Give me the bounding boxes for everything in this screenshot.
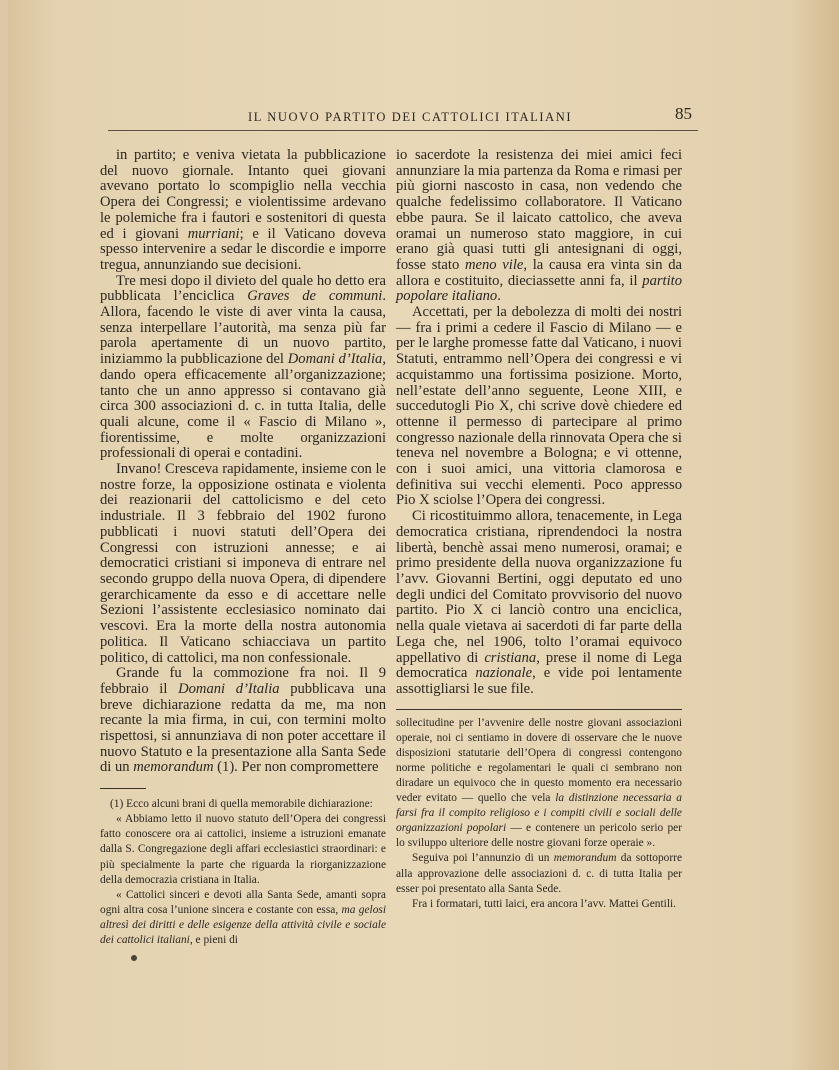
paragraph [100,148,386,274]
text-run: « Cattolici sinceri e devoti alla Santa Sede, amanti sopra ogni altra cosa l’unione sincera e costante con essa, [100,888,386,916]
paragraph [396,851,682,896]
footnote-rule-right [396,709,682,710]
paragraph [396,716,682,852]
paragraph [100,812,386,887]
text-run: (1) Ecco alcuni brani di quella memorabile dichiarazione: [110,798,373,811]
italic-text: cristiana [484,649,537,666]
text-run: , e vide poi lentamente assottigliarsi le sue file. [396,665,683,697]
running-title: IL NUOVO PARTITO DEI CATTOLICI ITALIANI [248,110,573,124]
paragraph [100,462,386,666]
paragraph [100,666,386,776]
text-run: (1). Per non compromettere [213,759,379,776]
page-header [108,104,698,131]
text-run: — e contenere un pericolo serio per lo sviluppo ulteriore delle nostre giovani forze operaie ». [396,822,682,850]
right-footnote [396,716,682,912]
paragraph [396,897,682,912]
text-run: in partito; e veniva vietata la pubblicazione del nuovo giornale. Intanto quei giovani avevano portato lo scompiglio nella vecchia Opera dei Congressi; e violentissime ardevano le polemiche fra i fautori e sostenitori di questa ed i giovani [100,147,386,242]
text-run: . [497,288,501,305]
text-run: . Allora, facendo le viste di aver vinta la causa, senza interpellare l’autorità, ma senza più far parola apertamente di un nuovo partito, iniziammo la pubblicazione del [100,288,386,368]
paragraph [396,509,682,697]
text-run: io sacerdote la resistenza dei miei amici feci annunziare la mia partenza da Roma e rimasi per più giorni nascosto in casa, non vedendo che qualche fedelissimo collaboratore. Il Vaticano ebbe paura. Se il laicato cattolico, che aveva oramai un numeroso stato maggiore, in cui erano già quasi tutti gli antesignani di oggi, fosse stato [396,147,682,273]
text-run: Invano! Cresceva rapidamente, insieme con le nostre forze, la opposizione ostinata e violenta dei reazionarii del cattolicismo e del ceto industriale. Il 3 febbraio del 1902 furono pubblicati i nuovi statuti dell’Opera dei Congressi con istruzioni annesse; e ai democratici cristiani si imponeva di entrare nel secondo gruppo della nuova Opera, di dipendere gerarchicamente da esso e di accettare nelle Sezioni l’assistente ecclesiasico nominato dai vescovi. Era la morte della nostra autonomia politica. Il Vaticano schiacciava un partito politico, di cattolici, ma non confessionale. [100,461,386,666]
italic-text: Graves de communi [247,288,383,305]
footnote-rule [100,788,146,789]
left-column [100,148,386,948]
paragraph [396,148,682,305]
ink-spot [131,955,137,961]
italic-text: nazionale [475,665,533,682]
italic-text: la distinzione necessaria a farsi fra il compito religioso e i compiti civili e sociali delle organizzazioni popolari [396,792,682,835]
text-run: , e pieni di [189,933,238,946]
italic-text: memorandum [133,759,214,776]
text-run: Tre mesi dopo il divieto del quale ho detto era pubblicata l’enciclica [100,272,386,305]
text-run: Ci ricostituimmo allora, tenacemente, in Lega democratica cristiana, riprendendoci la nostra libertà, benchè assai meno numerosi, oramai; e primo presidente della nuova organizzazione fu l’avv. Giovanni Bertini, oggi deputato ed uno degli undici del Comitato provvisorio del nuovo partito. Pio X ci lanciò contro una enciclica, nella quale vietava ai sacerdoti di far parte della Lega che, nel 1906, tolto l’oramai equivoco appellativo di [396,508,682,666]
text-run: Seguiva poi l’annunzio di un [412,852,554,865]
text-run: Grande fu la commozione fra noi. Il 9 febbraio il [100,665,386,697]
text-run: Accettati, per la debolezza di molti dei nostri — fra i primi a cedere il Fascio di Milano — e per le larghe promesse fatte dal Vaticano, i nuovi Statuti, entrammo nell’Opera dei congressi e vi acquistammo una fortissima posizione. Morto, nell’estate dell’anno seguente, Leone XIII, e succedutogli Pio X, chi scrive dovè chiedere ed ottenne il permesso di partecipare al primo congresso nazionale della rinnovata Opera che si teneva nel novembre a Bologna; e vi ottenne, con i suoi amici, una vittoria clamorosa e definitiva sui vecchi elementi. Poco appresso Pio X sciolse l’Opera dei congressi. [396,304,682,509]
paragraph [396,305,682,509]
italic-text: partito popolare italiano [396,272,682,305]
text-run: ; e il Vaticano doveva spesso intervenire a sedar le discordie e imporre tregua, annunziando sue decisioni. [100,225,386,273]
text-run: pubblicava una breve dichiarazione redatta da me, ma non recante la mia firma, in cui, con termini molto rispettosi, si annunziava di non poter accettare il nuovo Statuto e la presentazione alla Santa Sede di un [100,680,386,776]
page-number: 85 [675,104,692,123]
text-run: , dando opera efficacemente all’organizzazione; tanto che un anno appresso si contavano già circa 300 associazioni d. c. in tutta Italia, delle quali alcune, come il « Fascio di Milano », fiorentissime, e molte organizzazioni professionali di operai e contadini. [100,351,386,462]
italic-text: Domani d’Italia [178,680,280,697]
paragraph [100,274,386,462]
text-run: , prese il nome di Lega democratica [396,649,682,682]
paragraph [100,888,386,948]
text-run: Fra i formatari, tutti laici, era ancora l’avv. Mattei Gentili. [412,897,676,910]
italic-text: memorandum [553,852,617,865]
left-footnote [100,797,386,948]
right-body-text [396,148,682,698]
text-run: sollecitudine per l’avvenire delle nostre giovani associazioni operaie, noi ci sentiamo in dovere di osservare che le nuove disposizioni statutarie dell’Opera di congressi contengono norme politiche e regolamentari le quali ci sembrano non diradare un equivoco che in questo momento era necessario veder evitato — quello che vela [396,716,682,805]
paragraph [100,797,386,812]
text-run: da sottoporre alla approvazione delle associazioni d. c. di tutta Italia per esser poi presentato alla Santa Sede. [396,852,682,895]
left-body-text [100,148,386,776]
italic-text: meno vile [464,256,524,273]
italic-text: ma gelosi altresì dei diritti e delle esigenze della attività civile e sociale dei cattolici italiani [100,903,386,946]
italic-text: murriani [187,225,240,242]
italic-text: Domani d’Italia [287,351,383,368]
text-run: , la causa era vinta sin da allora e costituito, dieciassette anni fa, il [396,256,683,289]
text-run: « Abbiamo letto il nuovo statuto dell’Opera dei congressi fatto conoscere ora ai cattolici, insieme a istruzioni emanate dalla S. Congregazione degli affari ecclesiastici straordinari: e più specialmente la parte che riguarda la riorganizzazione della democrazia cristiana in Italia. [100,813,386,886]
right-column [396,148,682,912]
